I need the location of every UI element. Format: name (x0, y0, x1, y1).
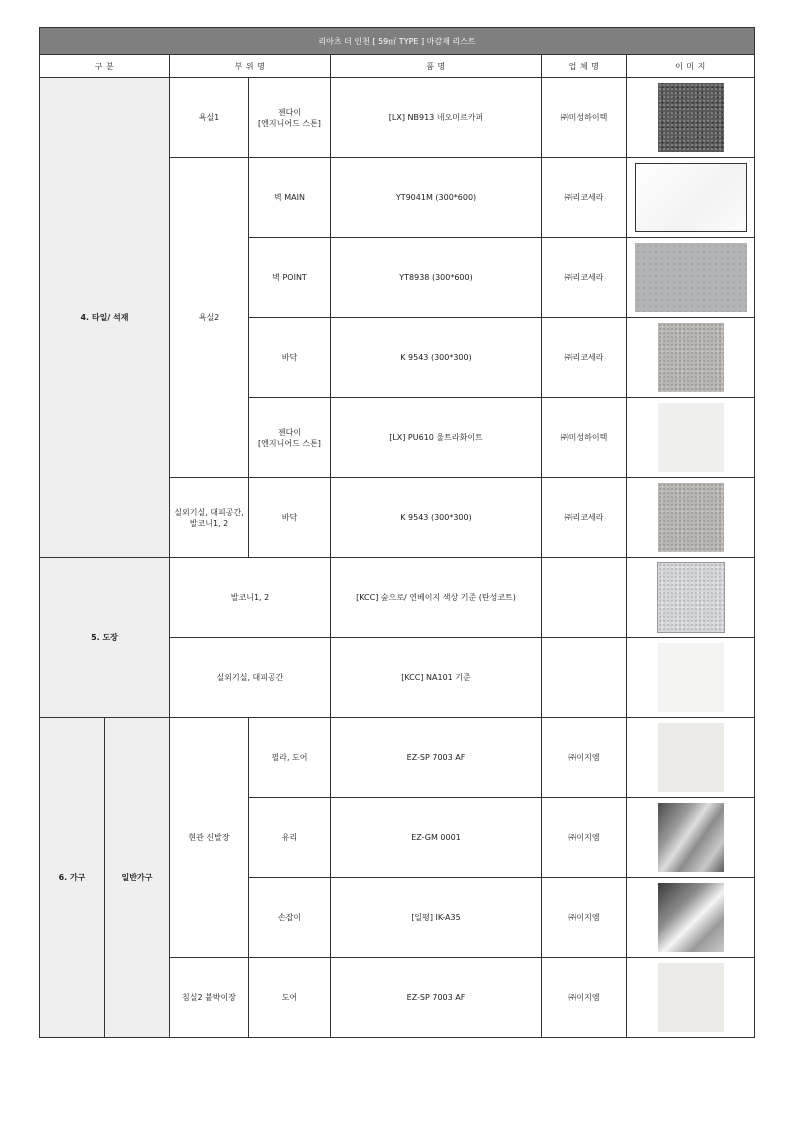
area-cell: 발코니1, 2 (170, 558, 331, 638)
product-cell: [일평] IK-A35 (331, 878, 542, 958)
vendor-cell: ㈜이지엠 (542, 878, 627, 958)
material-swatch-image (658, 323, 724, 392)
part-cell: 바닥 (249, 478, 331, 558)
image-cell (627, 478, 755, 558)
image-cell (627, 718, 755, 798)
header-product: 품 명 (331, 55, 542, 78)
product-cell: K 9543 (300*300) (331, 478, 542, 558)
category-tile: 4. 타일/ 석재 (40, 78, 170, 558)
area-cell: 현관 신발장 (170, 718, 249, 958)
product-cell: EZ-GM 0001 (331, 798, 542, 878)
header-vendor: 업 체 명 (542, 55, 627, 78)
vendor-cell: ㈜리코세라 (542, 478, 627, 558)
vendor-cell: ㈜리코세라 (542, 158, 627, 238)
product-cell: [KCC] NA101 기준 (331, 638, 542, 718)
material-swatch-image (658, 643, 724, 712)
category-paint: 5. 도장 (40, 558, 170, 718)
header-image: 이 미 지 (627, 55, 755, 78)
product-cell: [LX] NB913 네오미르카퍼 (331, 78, 542, 158)
vendor-cell: ㈜리코세라 (542, 318, 627, 398)
material-swatch-image (658, 483, 724, 552)
product-cell: YT8938 (300*600) (331, 238, 542, 318)
vendor-cell: ㈜이지엠 (542, 798, 627, 878)
product-cell: [KCC] 숲으로/ 연베이지 색상 기준 (탄성코트) (331, 558, 542, 638)
document-title: 리아츠 더 인천 [ 59㎡ TYPE ] 마감재 리스트 (40, 28, 755, 55)
area-cell: 침실2 붙박이장 (170, 958, 249, 1038)
image-cell (627, 638, 755, 718)
material-swatch-image (635, 243, 747, 312)
material-swatch-image (658, 883, 724, 952)
part-cell: 필라, 도어 (249, 718, 331, 798)
part-cell: 바닥 (249, 318, 331, 398)
header-category: 구 분 (40, 55, 170, 78)
product-cell: EZ-SP 7003 AF (331, 958, 542, 1038)
part-cell: 젠다이 [엔지니어드 스톤] (249, 398, 331, 478)
table-row (40, 558, 755, 638)
image-cell (627, 558, 755, 638)
material-swatch-image (658, 803, 724, 872)
part-cell: 손잡이 (249, 878, 331, 958)
category-furniture: 6. 가구 (40, 718, 105, 1038)
product-cell: EZ-SP 7003 AF (331, 718, 542, 798)
image-cell (627, 398, 755, 478)
material-swatch-image (658, 723, 724, 792)
part-cell: 벽 POINT (249, 238, 331, 318)
area-cell: 실외기실, 대피공간 (170, 638, 331, 718)
image-cell (627, 318, 755, 398)
material-swatch-image (658, 963, 724, 1032)
table-row (40, 718, 755, 798)
vendor-cell: ㈜이지엠 (542, 958, 627, 1038)
area-cell: 욕실1 (170, 78, 249, 158)
image-cell (627, 158, 755, 238)
part-cell: 벽 MAIN (249, 158, 331, 238)
vendor-cell: ㈜이지엠 (542, 718, 627, 798)
product-cell: [LX] PU610 울트라화이트 (331, 398, 542, 478)
vendor-cell (542, 638, 627, 718)
image-cell (627, 958, 755, 1038)
image-cell (627, 798, 755, 878)
image-cell (627, 78, 755, 158)
finish-material-table (39, 27, 755, 1038)
image-cell (627, 878, 755, 958)
category-furniture-sub: 일반가구 (105, 718, 170, 1038)
material-swatch-image (658, 83, 724, 152)
vendor-cell (542, 558, 627, 638)
area-cell: 실외기실, 대피공간, 발코니1, 2 (170, 478, 249, 558)
product-cell: YT9041M (300*600) (331, 158, 542, 238)
part-cell: 젠다이 [엔지니어드 스톤] (249, 78, 331, 158)
product-cell: K 9543 (300*300) (331, 318, 542, 398)
area-cell: 욕실2 (170, 158, 249, 478)
part-cell: 도어 (249, 958, 331, 1038)
part-cell: 유리 (249, 798, 331, 878)
vendor-cell: ㈜미성하이텍 (542, 78, 627, 158)
header-location: 부 위 명 (170, 55, 331, 78)
material-swatch-image (658, 403, 724, 472)
image-cell (627, 238, 755, 318)
table-row (40, 78, 755, 158)
material-swatch-image (635, 163, 747, 232)
vendor-cell: ㈜미성하이텍 (542, 398, 627, 478)
material-swatch-image (657, 562, 725, 633)
vendor-cell: ㈜리코세라 (542, 238, 627, 318)
